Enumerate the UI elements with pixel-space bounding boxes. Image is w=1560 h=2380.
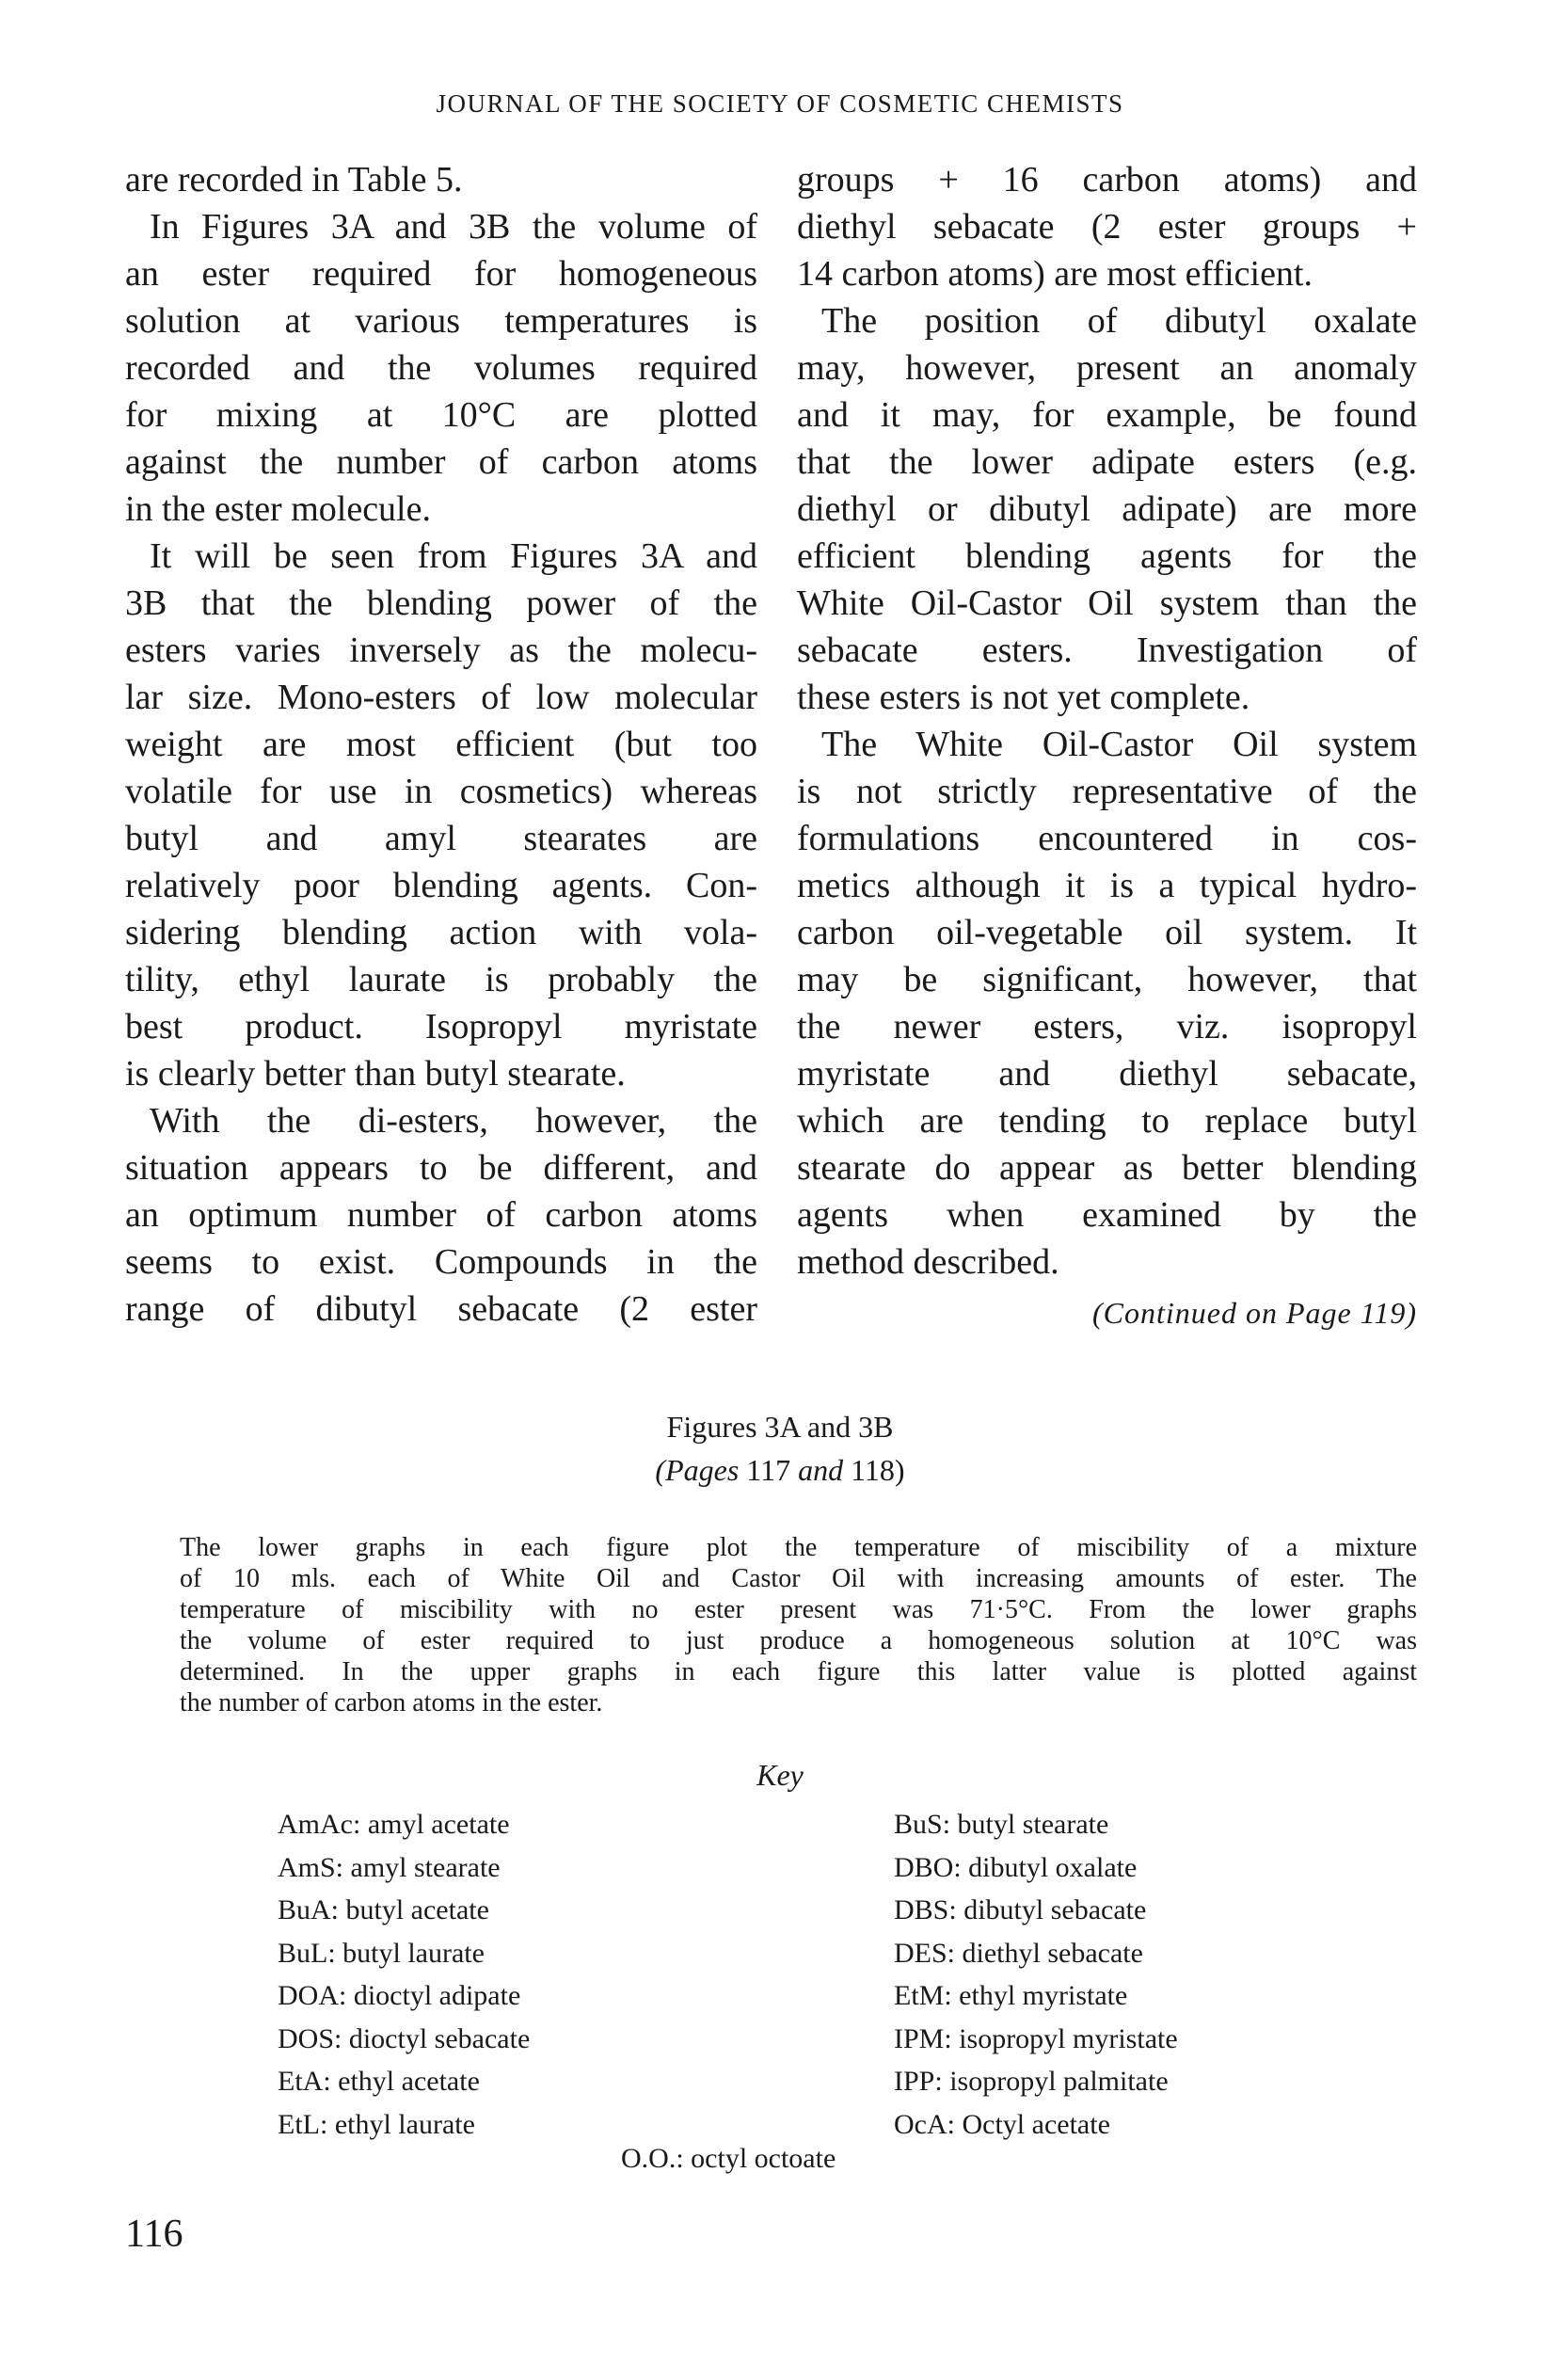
text-line: an ester required for homogeneous <box>125 254 757 294</box>
text-line: is not strictly representative of the <box>797 772 1417 811</box>
text-line: formulations encountered in cos- <box>797 819 1417 858</box>
text-line: sebacate esters. Investigation of <box>797 631 1417 670</box>
paragraph <box>797 721 1417 1286</box>
text-line: situation appears to be different, and <box>125 1148 757 1188</box>
text-line: diethyl sebacate (2 ester groups + <box>797 207 1417 247</box>
text-line: diethyl or dibutyl adipate) are more <box>797 489 1417 529</box>
text-line: The position of dibutyl oxalate <box>821 301 1417 341</box>
text-line: relatively poor blending agents. Con- <box>125 866 757 905</box>
text-line: are recorded in Table 5. <box>125 160 463 200</box>
key-item: BuS: butyl stearate <box>894 1809 1109 1840</box>
key-item: AmS: amyl stearate <box>278 1851 501 1883</box>
text-line: agents when examined by the <box>797 1195 1417 1235</box>
key-item: DES: diethyl sebacate <box>894 1937 1143 1969</box>
text-line: best product. Isopropyl myristate <box>125 1007 757 1046</box>
text-line: The White Oil-Castor Oil system <box>821 725 1417 764</box>
key-item-last: O.O.: octyl octoate <box>621 2143 836 2174</box>
key-item: BuL: butyl laurate <box>278 1937 485 1969</box>
figure-pages <box>0 1453 1560 1488</box>
text-line: range of dibutyl sebacate (2 ester <box>125 1289 757 1329</box>
text-line: may be significant, however, that <box>797 960 1417 999</box>
paragraph <box>125 203 757 533</box>
key-item: EtA: ethyl acetate <box>278 2066 480 2097</box>
text-line: solution at various temperatures is <box>125 301 757 341</box>
key-item: AmAc: amyl acetate <box>278 1809 510 1840</box>
text-line: volatile for use in cosmetics) whereas <box>125 772 757 811</box>
text-line: sidering blending action with vola- <box>125 913 757 952</box>
pages-and: and <box>798 1453 844 1487</box>
key-item: IPP: isopropyl palmitate <box>894 2066 1169 2097</box>
page-number: 116 <box>125 2212 183 2256</box>
text-line: and it may, for example, be found <box>797 395 1417 435</box>
key-item: DOS: dioctyl sebacate <box>278 2022 531 2054</box>
text-line: It will be seen from Figures 3A and <box>150 536 757 576</box>
left-column <box>125 156 757 1333</box>
caption-line: The lower graphs in each figure plot the temperature of miscibility of a mixture <box>180 1533 1417 1562</box>
text-line: tility, ethyl laurate is probably the <box>125 960 757 999</box>
caption-line: of 10 mls. each of White Oil and Castor Oil with increasing amounts of ester. The <box>180 1564 1417 1593</box>
figure-caption <box>180 1532 1417 1718</box>
pages-prefix: (Pages <box>655 1453 740 1487</box>
text-line: seems to exist. Compounds in the <box>125 1242 757 1282</box>
text-line: 14 carbon atoms) are most efficient. <box>797 254 1313 294</box>
paragraph <box>797 297 1417 721</box>
key-item: OcA: Octyl acetate <box>894 2108 1110 2140</box>
text-line: lar size. Mono-esters of low molecular <box>125 678 757 717</box>
text-line: carbon oil-vegetable oil system. It <box>797 913 1417 952</box>
text-line: the newer esters, viz. isopropyl <box>797 1007 1417 1046</box>
text-line: for mixing at 10°C are plotted <box>125 395 757 435</box>
key-right-list <box>894 1803 1178 2146</box>
key-item: IPM: isopropyl myristate <box>894 2022 1178 2054</box>
paragraph <box>125 156 757 203</box>
text-line: 3B that the blending power of the <box>125 583 757 623</box>
pages-a: 117 <box>746 1453 791 1487</box>
caption-line: the volume of ester required to just produce a homogeneous solution at 10°C was <box>180 1626 1417 1655</box>
text-line: White Oil-Castor Oil system than the <box>797 583 1417 623</box>
caption-line: temperature of miscibility with no ester present was 71·5°C. From the lower graphs <box>180 1595 1417 1624</box>
text-line: may, however, present an anomaly <box>797 348 1417 388</box>
text-line: which are tending to replace butyl <box>797 1101 1417 1141</box>
text-line: weight are most efficient (but too <box>125 725 757 764</box>
text-line: metics although it is a typical hydro- <box>797 866 1417 905</box>
text-line: esters varies inversely as the molecu- <box>125 631 757 670</box>
running-header: JOURNAL OF THE SOCIETY OF COSMETIC CHEMISTS <box>436 89 1124 118</box>
text-line: that the lower adipate esters (e.g. <box>797 442 1417 482</box>
key-item: BuA: butyl acetate <box>278 1894 489 1925</box>
text-line: is clearly better than butyl stearate. <box>125 1054 626 1094</box>
text-line: an optimum number of carbon atoms <box>125 1195 757 1235</box>
text-line: efficient blending agents for the <box>797 536 1417 576</box>
text-line: groups + 16 carbon atoms) and <box>797 160 1417 200</box>
key-left-list <box>278 1803 530 2146</box>
key-item: EtM: ethyl myristate <box>894 1980 1128 2011</box>
text-line: In Figures 3A and 3B the volume of <box>150 207 757 247</box>
caption-line: determined. In the upper graphs in each figure this latter value is plotted against <box>180 1657 1417 1686</box>
text-line: method described. <box>797 1242 1059 1282</box>
paragraph <box>125 533 757 1097</box>
key-item: EtL: ethyl laurate <box>278 2108 475 2140</box>
key-item: DBS: dibutyl sebacate <box>894 1894 1147 1925</box>
text-line: butyl and amyl stearates are <box>125 819 757 858</box>
text-line: these esters is not yet complete. <box>797 678 1250 717</box>
key-item: DBO: dibutyl oxalate <box>894 1851 1138 1883</box>
text-line: myristate and diethyl sebacate, <box>797 1054 1417 1094</box>
text-line: recorded and the volumes required <box>125 348 757 388</box>
text-line: stearate do appear as better blending <box>797 1148 1417 1188</box>
figure-title: Figures 3A and 3B <box>666 1410 894 1444</box>
key-title: Key <box>756 1758 804 1792</box>
text-line: against the number of carbon atoms <box>125 442 757 482</box>
right-paragraphs <box>797 156 1417 1286</box>
paragraph <box>125 1097 757 1333</box>
continued-note: (Continued on Page 119) <box>1091 1296 1417 1330</box>
right-column <box>797 156 1417 1336</box>
pages-b: 118) <box>851 1453 905 1487</box>
text-line: in the ester molecule. <box>125 489 431 529</box>
text-line: With the di-esters, however, the <box>150 1101 757 1141</box>
caption-line: the number of carbon atoms in the ester. <box>180 1688 603 1717</box>
paragraph <box>797 156 1417 297</box>
key-item: DOA: dioctyl adipate <box>278 1980 521 2011</box>
